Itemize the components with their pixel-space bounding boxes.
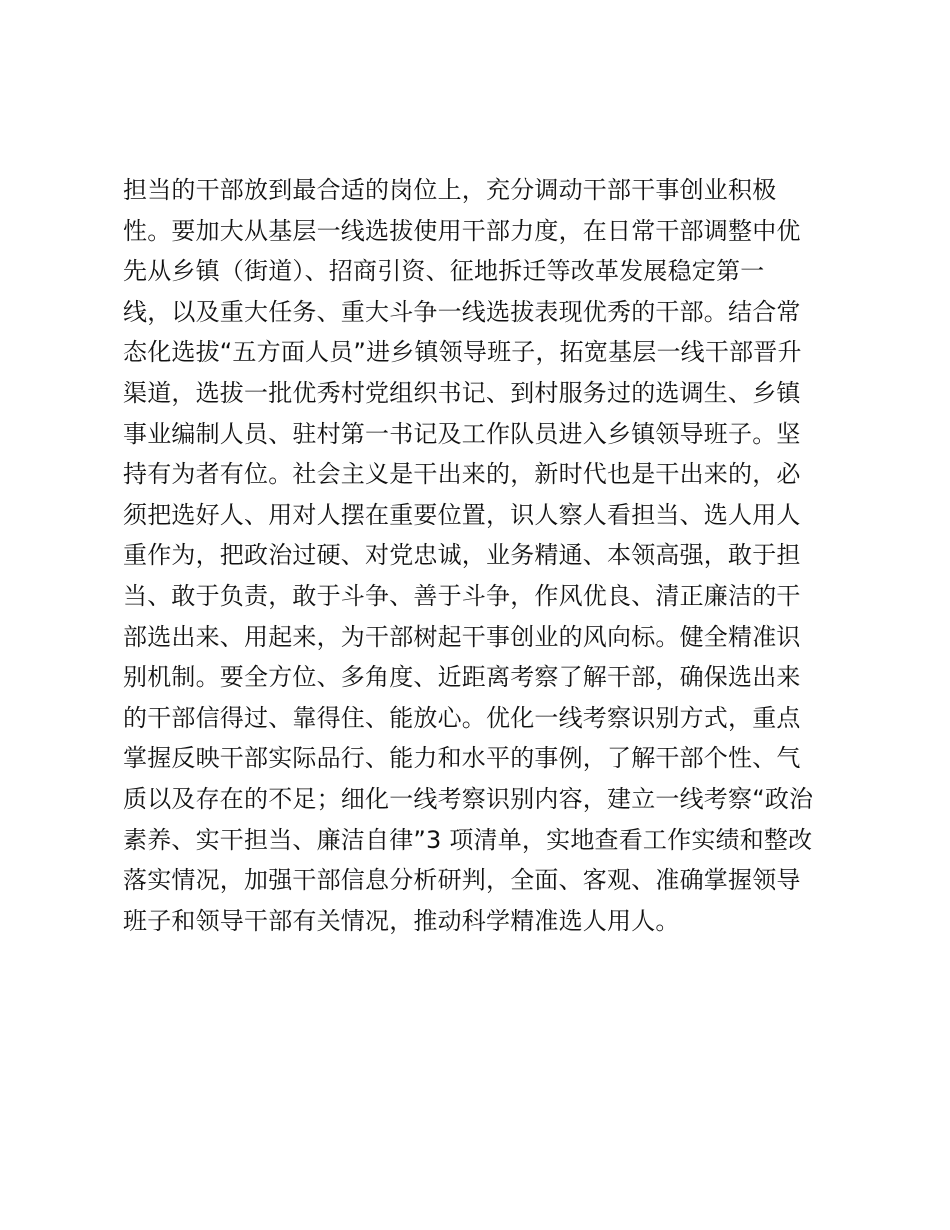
text-line: 素养、实干担当、廉洁自律”3 项清单，实地查看工作实绩和整改 xyxy=(123,825,813,854)
text-line: 线，以及重大任务、重大斗争一线选拔表现优秀的干部。结合常 xyxy=(123,297,801,326)
text-line: 当、敢于负责，敢于斗争、善于斗争，作风优良、清正廉洁的干 xyxy=(123,581,801,610)
text-line: 落实情况，加强干部信息分析研判，全面、客观、准确掌握领导 xyxy=(123,866,801,895)
text-line: 的干部信得过、靠得住、能放心。优化一线考察识别方式，重点 xyxy=(123,703,801,732)
text-line: 班子和领导干部有关情况，推动科学精准选人用人。 xyxy=(123,906,680,935)
text-line: 事业编制人员、驻村第一书记及工作队员进入乡镇领导班子。坚 xyxy=(123,419,801,448)
text-line: 态化选拔“五方面人员”进乡镇领导班子，拓宽基层一线干部晋升 xyxy=(123,338,802,367)
text-line: 重作为，把政治过硬、对党忠诚，业务精通、本领高强，敢于担 xyxy=(123,541,801,570)
text-line: 渠道，选拔一批优秀村党组织书记、到村服务过的选调生、乡镇 xyxy=(123,378,801,407)
text-line: 先从乡镇（街道）、招商引资、征地拆迁等改革发展稳定第一 xyxy=(123,257,765,286)
text-line: 质以及存在的不足；细化一线考察识别内容，建立一线考察“政治 xyxy=(123,784,814,813)
text-line: 须把选好人、用对人摆在重要位置，识人察人看担当、选人用人 xyxy=(123,500,801,529)
text-line: 部选出来、用起来，为干部树起干事创业的风向标。健全精准识 xyxy=(123,622,801,651)
text-line: 担当的干部放到最合适的岗位上，充分调动干部干事创业积极 xyxy=(123,176,777,204)
text-line: 持有为者有位。社会主义是干出来的，新时代也是干出来的，必 xyxy=(123,460,801,489)
text-line: 性。要加大从基层一线选拔使用干部力度，在日常干部调整中优 xyxy=(123,216,801,245)
body-paragraph xyxy=(123,170,843,941)
text-line: 掌握反映干部实际品行、能力和水平的事例，了解干部个性、气 xyxy=(123,744,801,773)
text-line: 别机制。要全方位、多角度、近距离考察了解干部，确保选出来 xyxy=(123,663,801,692)
